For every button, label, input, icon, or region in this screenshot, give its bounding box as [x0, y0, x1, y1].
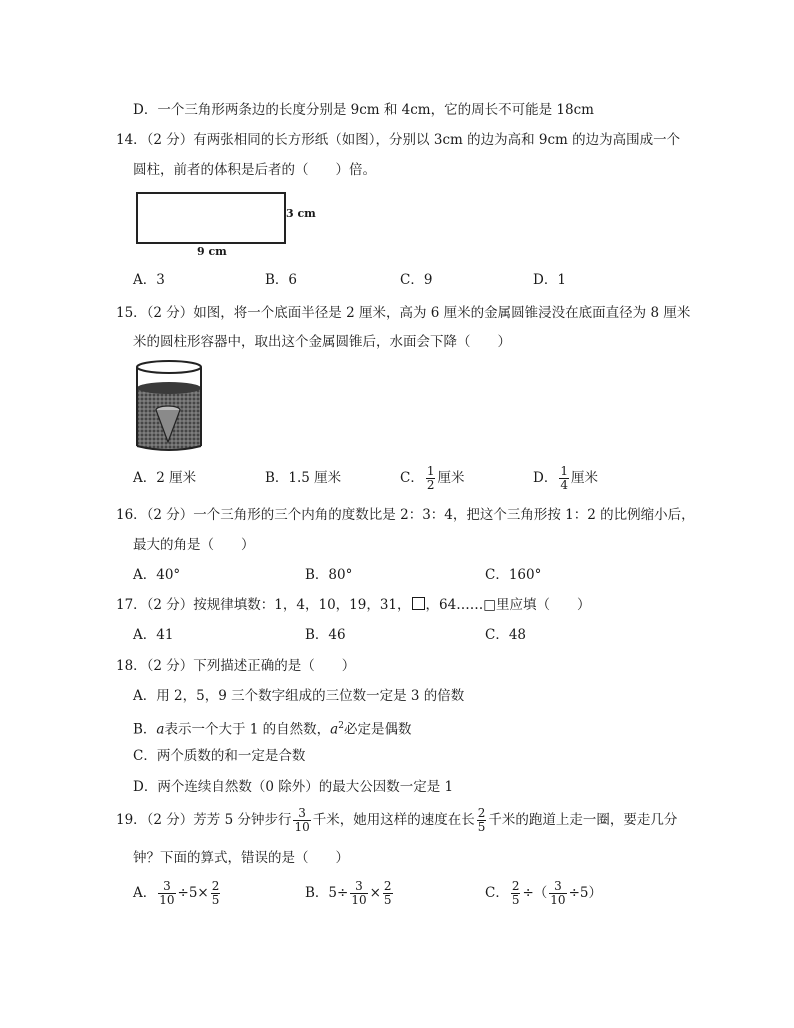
- fraction-one-quarter: $\frac{1}{4}$: [560, 464, 568, 492]
- q17-option-a: A．41: [133, 627, 174, 643]
- cylinder-top-rim: [137, 361, 201, 373]
- q19-option-a: A． $\frac{3}{10}$ ÷5× $\frac{2}{5}$: [133, 879, 220, 907]
- q16-option-c: C．160°: [485, 567, 542, 583]
- q17-option-c: C．48: [485, 627, 527, 643]
- q19-option-b: B．5÷ $\frac{3}{10}$ × $\frac{2}{5}$: [305, 879, 392, 907]
- q14-option-c: C．9: [400, 272, 433, 288]
- q15-option-a: A．2 厘米: [133, 470, 197, 486]
- rectangle-side-label: 3 cm: [286, 207, 316, 220]
- q18-option-b: B．a表示一个大于 1 的自然数，$a^2$必定是偶数: [133, 721, 412, 738]
- q15-option-c: C． $\frac{1}{2}$ 厘米: [400, 464, 465, 492]
- cylinder-cone-diagram: [133, 358, 205, 456]
- q14-rectangle-figure: [133, 190, 323, 262]
- rectangle-shape: [136, 192, 286, 244]
- q14-option-d: D．1: [533, 272, 566, 288]
- blank-box-icon: [412, 597, 425, 610]
- q15-container-figure: [133, 358, 205, 456]
- q15-option-d: D． $\frac{1}{4}$ 厘米: [533, 464, 598, 492]
- q15-stem-line2: 米的圆柱形容器中，取出这个金属圆锥后，水面会下降（ ）: [133, 334, 511, 350]
- q19-stem-line1: 19．（2 分）芳芳 5 分钟步行 $\frac{3}{10}$ 千米，她用这样的速度在长 $\frac{2}{5}$ 千米的跑道上走一圈，要走几分: [116, 806, 678, 834]
- q18-option-a: A．用 2，5，9 三个数字组成的三位数一定是 3 的倍数: [133, 688, 465, 704]
- q14-option-b: B．6: [265, 272, 298, 288]
- q16-stem-line2: 最大的角是（ ）: [133, 537, 255, 553]
- q13-option-d: D．一个三角形两条边的长度分别是 9cm 和 4cm，它的周长不可能是 18cm: [133, 102, 594, 118]
- q15-option-b: B．1.5 厘米: [265, 470, 342, 486]
- q19-option-c: C． $\frac{2}{5}$ ÷（ $\frac{3}{10}$ ÷5）: [485, 879, 602, 907]
- fraction-2-5: $\frac{2}{5}$: [477, 806, 486, 834]
- q16-option-a: A．40°: [133, 567, 181, 583]
- q16-stem-line1: 16．（2 分）一个三角形的三个内角的度数比是 2：3：4，把这个三角形按 1：2 的比例缩小后，: [116, 507, 695, 523]
- q18-option-c: C．两个质数的和一定是合数: [133, 748, 306, 764]
- q16-option-b: B．80°: [305, 567, 353, 583]
- q18-option-d: D．两个连续自然数（0 除外）的最大公因数一定是 1: [133, 779, 454, 795]
- q19-stem-line2: 钟？下面的算式，错误的是（ ）: [133, 850, 349, 866]
- fraction-3-10: $\frac{3}{10}$: [294, 806, 310, 834]
- q17-option-b: B．46: [305, 627, 346, 643]
- fraction-one-half: $\frac{1}{2}$: [426, 464, 435, 492]
- rectangle-bottom-label: 9 cm: [197, 245, 227, 258]
- q17-stem: 17．（2 分）按规律填数：1，4，10，19，31， ，64……□里应填（ ）: [116, 597, 591, 613]
- q18-stem: 18．（2 分）下列描述正确的是（ ）: [116, 658, 356, 674]
- q14-stem-line2: 圆柱，前者的体积是后者的（ ）倍。: [133, 162, 376, 178]
- water-surface: [137, 382, 201, 394]
- q14-option-a: A．3: [133, 272, 165, 288]
- q14-stem-line1: 14．（2 分）有两张相同的长方形纸（如图），分别以 3cm 的边为高和 9cm 的边为高围成一个: [116, 132, 681, 148]
- q15-stem-line1: 15．（2 分）如图，将一个底面半径是 2 厘米，高为 6 厘米的金属圆锥浸没在底面直径为 8 厘米: [116, 305, 691, 321]
